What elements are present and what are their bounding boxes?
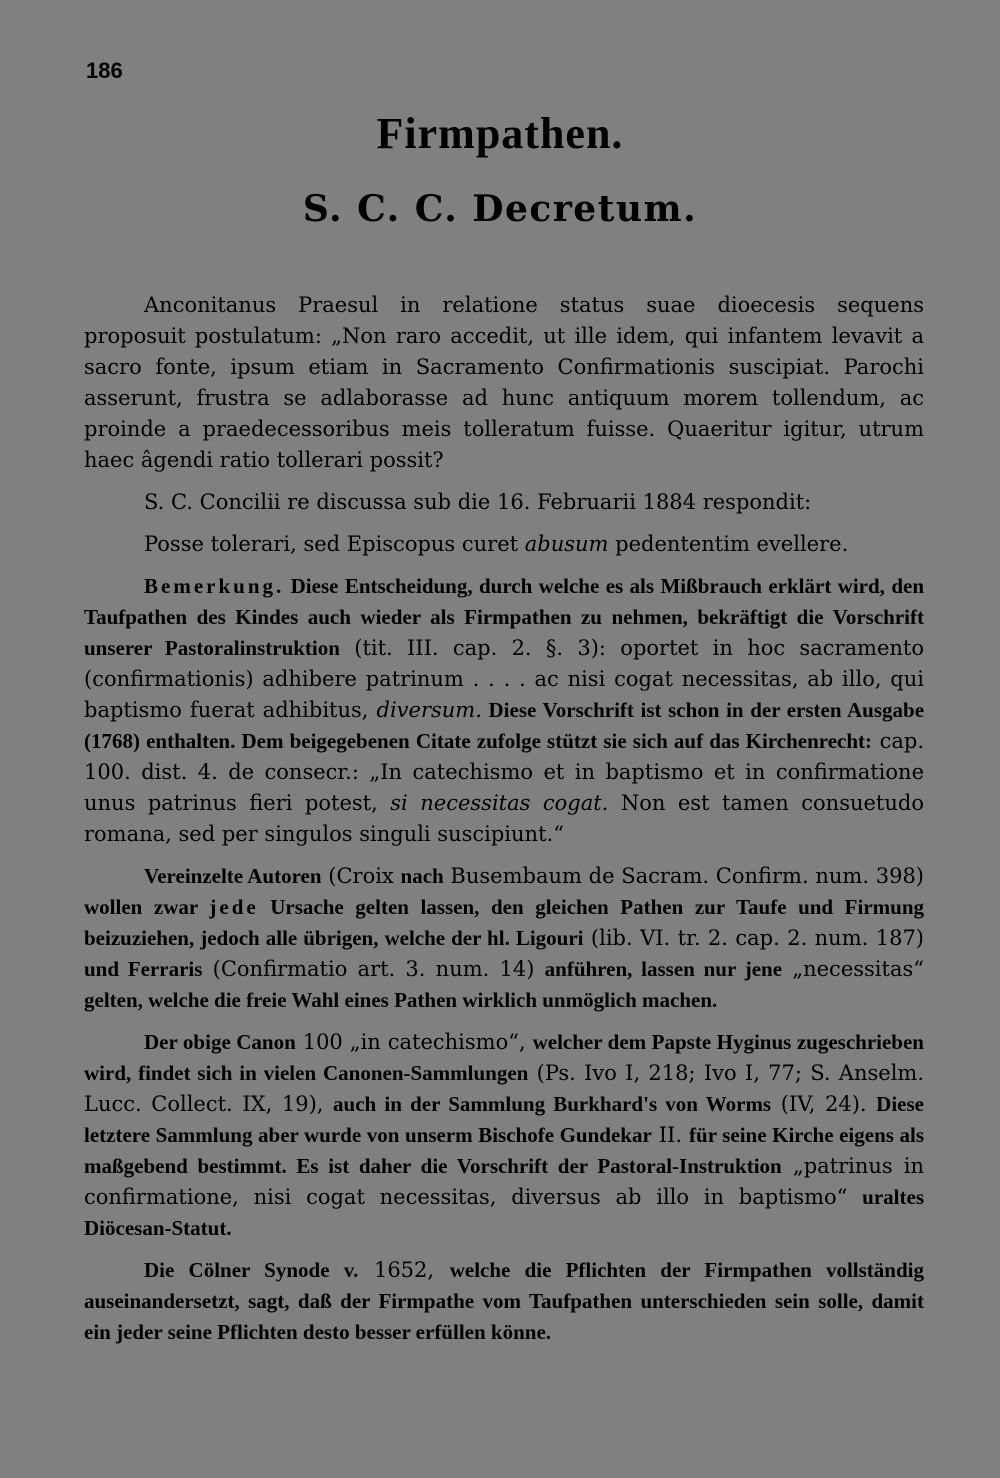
canon-text-a: Der obige Canon	[144, 1030, 296, 1054]
paragraph-authors	[84, 861, 924, 1016]
remark-text-f: cap. 100. dist. 4. de consecr.: „In catechismo et in baptismo et in confirmatione unus patrinus fieri potest,	[84, 729, 924, 815]
page-title: Firmpathen.	[376, 109, 624, 158]
authors-text-d: Busembaum de Sacram. Confirm. num. 398)	[443, 864, 925, 888]
authors-text-c: nach	[400, 864, 444, 888]
remark-text-italic: diversum.	[376, 698, 482, 722]
authors-text-b: (Croix	[321, 864, 401, 888]
authors-text-j: (Confirmatio art. 3. num. 14)	[202, 957, 545, 981]
response-text-c: pedententim evellere.	[608, 532, 849, 556]
authors-text-a: Vereinzelte Autoren	[144, 864, 322, 888]
page-number: 186	[86, 58, 123, 83]
canon-text-b: 100 „in catechismo“,	[295, 1030, 533, 1054]
authors-text-m: gelten, welche die freie Wahl eines Pathen wirklich unmöglich machen.	[84, 988, 718, 1012]
canon-text-k: uraltes Diöcesan-Statut.	[84, 1185, 924, 1240]
paragraph-canon	[84, 1027, 924, 1244]
response-text-a: Posse tolerari, sed Episcopus curet	[144, 532, 525, 556]
paragraph-response	[84, 529, 924, 560]
synod-text-b: 1652,	[358, 1258, 450, 1282]
authors-text-l: „necessitas“	[782, 957, 924, 981]
synod-text-a: Die Cölner Synode v.	[144, 1258, 359, 1282]
paragraph-request: Anconitanus Praesul in relatione status suae dioecesis sequens proposuit postulatum: „Non raro accedit, ut ille idem, qui infantem levavit a sacro fonte, ipsum etiam in Sacramento Confirmationis suscipiat. Parochi asserunt, frustra se adlaborasse ad hunc antiquum morem tollendum, ac proinde a praedecessoribus meis tolleratum fuisse. Quaeritur igitur, utrum haec âgendi ratio tollerari possit?	[84, 293, 924, 472]
remark-text-h: Non est tamen consuetudo romana, sed per singulos singuli suscipiunt.“	[84, 791, 924, 846]
remark-text-b: Diese Entscheidung, durch welche es als Mißbrauch erklärt wird, den Taufpathen des Kindes auch wieder als Firmpathen zu nehmen, bekräftigt die Vorschrift unserer Pastoralinstruktion	[84, 574, 924, 660]
decree-heading: S. C. C. Decretum.	[302, 188, 698, 230]
synod-text-c: welche die Pflichten der Firmpathen vollständig auseinandersetzt, sagt, daß der Firmpathe vom Taufpathen unterschieden sein solle, damit ein jeder seine Pflichten desto besser erfüllen könne.	[84, 1258, 924, 1344]
remark-text-e: Diese Vorschrift ist schon in der ersten Ausgabe (1768) enthalten. Dem beigegebenen Citate zufolge stützt sie sich auf das Kirchenrecht:	[84, 698, 925, 753]
canon-text-g: Diese letztere Sammlung aber wurde von unserm Bischofe Gundekar	[84, 1092, 924, 1147]
paragraph-remark	[84, 571, 924, 850]
authors-text-emphasis: jede	[209, 895, 259, 919]
body-text	[84, 290, 924, 1359]
canon-text-f: (IV, 24).	[771, 1092, 877, 1116]
authors-text-g: Ursache gelten lassen, den gleichen Pathen zur Taufe und Firmung beizuziehen, jedoch alle übrigen, welche der hl. Ligouri	[84, 895, 924, 950]
authors-text-k: anführen, lassen nur jene	[544, 957, 783, 981]
authors-text-e: wollen zwar	[84, 895, 210, 919]
canon-text-i: für seine Kirche eigens als maßgebend bestimmt. Es ist daher die Vorschrift der Pastoral-Instruktion	[84, 1123, 924, 1178]
response-text-italic: abusum	[524, 532, 609, 556]
canon-text-j: „patrinus in confirmatione, nisi cogat necessitas, diversus ab illo in baptismo“	[84, 1154, 924, 1209]
authors-text-i: und Ferraris	[84, 957, 203, 981]
remark-text-c: (tit. III. cap. 2. §. 3): oportet in hoc sacramento (confirmationis) adhibere patrinum . . . . ac nisi cogat necessitas, ab illo, qui baptismo fuerat adhibitus,	[84, 636, 924, 722]
canon-text-h: II.	[651, 1123, 690, 1147]
canon-text-e: auch in der Sammlung Burkhard's von Worms	[333, 1092, 772, 1116]
paragraph-response-intro: S. C. Concilii re discussa sub die 16. Februarii 1884 respondit:	[144, 490, 812, 514]
authors-text-h: (lib. VI. tr. 2. cap. 2. num. 187)	[583, 926, 924, 950]
remark-label: Bemerkung.	[144, 574, 285, 598]
canon-text-c: welcher dem Papste Hyginus zugeschrieben wird, findet sich in vielen Canonen-Sammlungen	[84, 1030, 924, 1085]
remark-text-italic-2: si necessitas cogat.	[390, 791, 609, 815]
paragraph-synod	[84, 1255, 924, 1348]
canon-text-d: (Ps. Ivo I, 218; Ivo I, 77; S. Anselm. Lucc. Collect. IX, 19),	[84, 1061, 924, 1116]
